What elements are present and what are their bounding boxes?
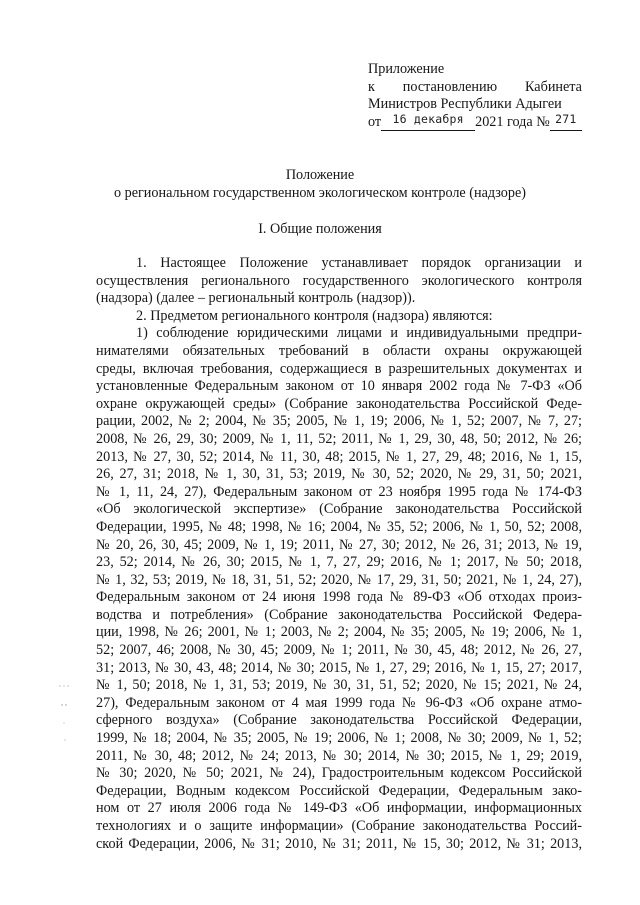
appendix-title: Приложение bbox=[368, 61, 445, 77]
body-line: № 1, 11, 24, 27), Федеральным законом от 23 ноября 1995 года № 174-ФЗ bbox=[96, 483, 582, 500]
appendix-ministers-line: Министров Республики Адыгеи bbox=[368, 96, 562, 113]
body-line: среды, включая требования, содержащиеся в разрешительных документах и bbox=[96, 360, 582, 377]
body-line: Федерации, Водным кодексом Российской Федерации, Федеральным зако- bbox=[96, 782, 582, 799]
appendix-cabinet-word: Кабинета bbox=[525, 78, 582, 95]
document-body bbox=[96, 255, 582, 853]
body-line: ции, 1998, № 26; 2001, № 1; 2003, № 2; 2004, № 35; 2005, № 19; 2006, № 1, bbox=[96, 624, 582, 641]
body-line: ской Федерации, 2006, № 31; 2010, № 31; 2011, № 15, 30; 2012, № 31; 2013, bbox=[96, 835, 582, 852]
appendix-resolution-word: постановлению bbox=[402, 78, 498, 95]
date-field bbox=[381, 112, 475, 131]
margin-scan-marks bbox=[58, 683, 70, 743]
body-line: ном от 27 июля 2006 года № 149-ФЗ «Об информации, информационных bbox=[96, 800, 582, 817]
appendix-reference-line bbox=[368, 79, 582, 97]
body-line: 23, 52; 2014, № 26, 30; 2015, № 1, 7, 27, 29; 2016, № 1; 2017, № 50; 2018, bbox=[96, 554, 582, 571]
body-line: № 1, 50; 2018, № 1, 31, 53; 2019, № 30, 31, 51, 52; 2020, № 15; 2021, № 24, bbox=[96, 677, 582, 694]
body-line: 2008, № 26, 29, 30; 2009, № 1, 11, 52; 2011, № 1, 29, 30, 48, 50; 2012, № 26; bbox=[96, 430, 582, 447]
body-line: установленные Федеральным законом от 10 января 2002 года № 7-ФЗ «Об bbox=[96, 378, 582, 395]
body-line: «Об экологической экспертизе» (Собрание законодательства Российской bbox=[96, 501, 582, 518]
body-line: охране окружающей среды» (Собрание законодательства Российской Феде- bbox=[96, 395, 582, 412]
body-line: 2. Предметом регионального контроля (надзора) являются: bbox=[136, 307, 493, 324]
body-line: 27), Федеральным законом от 4 мая 1999 года № 96-ФЗ «Об охране атмо- bbox=[96, 694, 582, 711]
body-line: 52; 2007, 46; 2008, № 30, 45; 2009, № 1; 2011, № 30, 45, 48; 2012, № 26, 27, bbox=[96, 642, 582, 659]
body-line: № 1, 32, 53; 2019, № 18, 31, 51, 52; 2020, № 17, 29, 31, 50; 2021, № 1, 24, 27), bbox=[96, 571, 582, 588]
appendix-date-line bbox=[368, 114, 582, 132]
number-value: 271 bbox=[555, 112, 577, 127]
body-line: Федеральным законом от 24 июня 1998 года № 89-ФЗ «Об отходах произ- bbox=[96, 589, 582, 606]
date-prefix: от bbox=[368, 113, 382, 130]
body-line: № 30; 2020, № 50; 2021, № 24), Градостроительным кодексом Российской bbox=[96, 765, 582, 782]
body-line: осуществления регионального государственного экологического контроля bbox=[96, 272, 582, 289]
body-line: Федерации, 1995, № 48; 1998, № 16; 2004, № 35, 52; 2006, № 1, 50, 52; 2008, bbox=[96, 518, 582, 535]
body-line: рации, 2002, № 2; 2004, № 35; 2005, № 1, 19; 2006, № 1, 52; 2007, № 7, 27; bbox=[96, 413, 582, 430]
appendix-preposition: к bbox=[368, 78, 375, 95]
scan-dots-icon bbox=[58, 683, 70, 743]
body-line: нимателями обязательных требований в области охраны окружающей bbox=[96, 342, 582, 359]
body-line: 31; 2013, № 30, 43, 48; 2014, № 30; 2015, № 1, 27, 29; 2016, № 1, 15, 27; 2017, bbox=[96, 659, 582, 676]
body-line: технологиях и о защите информации» (Собрание законодательства Россий- bbox=[96, 818, 582, 834]
body-line: 26, 27, 31; 2018, № 1, 30, 31, 53; 2019, № 30, 52; 2020, № 29, 31, 50; 2021, bbox=[96, 466, 582, 483]
body-line: 1) соблюдение юридическими лицами и индивидуальными предпри- bbox=[136, 325, 582, 342]
document-title: Положение bbox=[285, 167, 355, 183]
document-subtitle: о региональном государственном экологическом контроле (надзоре) bbox=[113, 185, 527, 201]
appendix-block bbox=[368, 61, 582, 131]
body-line: (надзора) (далее – региональный контроль (надзор)). bbox=[96, 290, 416, 307]
body-line: 2011, № 30, 48; 2012, № 24; 2013, № 30; 2014, № 30; 2015, № 1, 29; 2019, bbox=[96, 747, 582, 764]
section-heading: I. Общие положения bbox=[258, 221, 382, 237]
body-line: 1. Настоящее Положение устанавливает порядок организации и bbox=[136, 255, 582, 271]
body-line: сферного воздуха» (Собрание законодательства Российской Федерации, bbox=[96, 712, 582, 729]
number-field bbox=[550, 112, 582, 131]
body-line: 2013, № 27, 30, 52; 2014, № 11, 30, 48; 2015, № 1, 27, 29, 48; 2016, № 1, 15, bbox=[96, 448, 582, 465]
body-line: водства и потребления» (Собрание законодательства Российской Федера- bbox=[96, 606, 582, 623]
year-and-number-label: 2021 года № bbox=[475, 113, 550, 130]
body-line: 1999, № 18; 2004, № 35; 2005, № 19; 2006, № 1; 2008, № 30; 2009, № 1, 52; bbox=[96, 730, 582, 747]
date-value: 16 декабря bbox=[392, 112, 464, 127]
body-line: № 20, 26, 30, 45; 2009, № 1, 19; 2011, № 27, 30; 2012, № 26, 31; 2013, № 19, bbox=[96, 536, 582, 553]
